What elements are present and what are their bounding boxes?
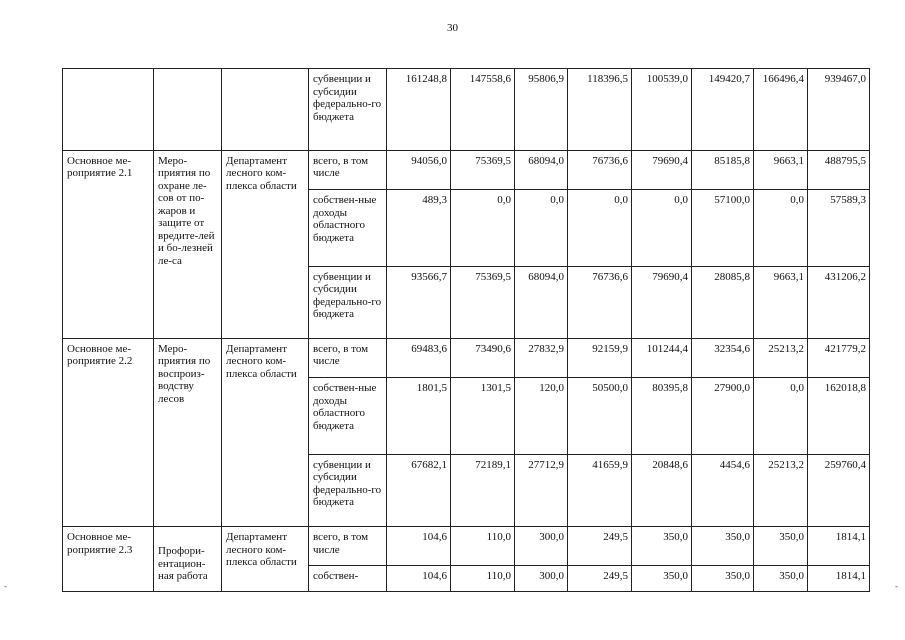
value-cell: 79690,4: [632, 266, 692, 338]
value-cell: 249,5: [568, 566, 632, 592]
funding-source-cell: субвенции и субсидии федерально-го бюджета: [309, 69, 387, 151]
value-cell: 161248,8: [387, 69, 451, 151]
funding-source-cell: всего, в том числе: [309, 150, 387, 189]
value-cell: 75369,5: [451, 266, 515, 338]
value-cell: 27900,0: [692, 378, 754, 455]
value-cell: 9663,1: [754, 266, 808, 338]
value-cell: 9663,1: [754, 150, 808, 189]
value-cell: 431206,2: [808, 266, 870, 338]
value-cell: 28085,8: [692, 266, 754, 338]
executor-cell: Департамент лесного ком-плекса области: [222, 527, 309, 592]
value-cell: 57589,3: [808, 190, 870, 267]
value-cell: 76736,6: [568, 150, 632, 189]
value-cell: 0,0: [754, 190, 808, 267]
measure-name-cell: Меро-приятия по охране ле-сов от по-жаров и защите от вредите-лей и бо-лезней ле-са: [154, 150, 222, 338]
margin-mark-left: -: [4, 581, 7, 591]
funding-source-cell: собствен-: [309, 566, 387, 592]
value-cell: 1301,5: [451, 378, 515, 455]
value-cell: 166496,4: [754, 69, 808, 151]
value-cell: 350,0: [754, 566, 808, 592]
value-cell: 300,0: [515, 527, 568, 566]
value-cell: 4454,6: [692, 454, 754, 526]
value-cell: 76736,6: [568, 266, 632, 338]
value-cell: 72189,1: [451, 454, 515, 526]
value-cell: 488795,5: [808, 150, 870, 189]
funding-source-cell: всего, в том числе: [309, 338, 387, 377]
value-cell: 80395,8: [632, 378, 692, 455]
table-row: [63, 150, 870, 189]
value-cell: 27832,9: [515, 338, 568, 377]
table-row: [63, 69, 870, 151]
value-cell: 110,0: [451, 566, 515, 592]
value-cell: 93566,7: [387, 266, 451, 338]
value-cell: 1801,5: [387, 378, 451, 455]
value-cell: 25213,2: [754, 454, 808, 526]
executor-cell: Департамент лесного ком-плекса области: [222, 150, 309, 338]
value-cell: 350,0: [632, 566, 692, 592]
measure-cell: Основное ме-роприятие 2.2: [63, 338, 154, 526]
measure-cell: Основное ме-роприятие 2.3: [63, 527, 154, 592]
funding-source-cell: субвенции и субсидии федерально-го бюджета: [309, 454, 387, 526]
value-cell: 0,0: [515, 190, 568, 267]
value-cell: 25213,2: [754, 338, 808, 377]
value-cell: 79690,4: [632, 150, 692, 189]
value-cell: 147558,6: [451, 69, 515, 151]
value-cell: 101244,4: [632, 338, 692, 377]
value-cell: 489,3: [387, 190, 451, 267]
value-cell: 259760,4: [808, 454, 870, 526]
value-cell: 95806,9: [515, 69, 568, 151]
budget-table: [62, 68, 870, 592]
measure-cell: [63, 69, 154, 151]
margin-mark-right: -: [895, 581, 898, 591]
value-cell: 100539,0: [632, 69, 692, 151]
value-cell: 32354,6: [692, 338, 754, 377]
value-cell: 350,0: [692, 527, 754, 566]
value-cell: 300,0: [515, 566, 568, 592]
value-cell: 69483,6: [387, 338, 451, 377]
value-cell: 162018,8: [808, 378, 870, 455]
value-cell: 50500,0: [568, 378, 632, 455]
funding-source-cell: субвенции и субсидии федерально-го бюджета: [309, 266, 387, 338]
value-cell: 1814,1: [808, 527, 870, 566]
table-row: [63, 527, 870, 566]
value-cell: 75369,5: [451, 150, 515, 189]
value-cell: 1814,1: [808, 566, 870, 592]
measure-name-cell: Меро-приятия по воспроиз-водству лесов: [154, 338, 222, 526]
value-cell: 67682,1: [387, 454, 451, 526]
executor-cell: Департамент лесного ком-плекса области: [222, 338, 309, 526]
value-cell: 104,6: [387, 527, 451, 566]
value-cell: 350,0: [632, 527, 692, 566]
value-cell: 68094,0: [515, 150, 568, 189]
value-cell: 421779,2: [808, 338, 870, 377]
funding-source-cell: собствен-ные доходы областного бюджета: [309, 190, 387, 267]
value-cell: 120,0: [515, 378, 568, 455]
value-cell: 0,0: [568, 190, 632, 267]
measure-name-cell: Профори-ентацион-ная работа: [154, 527, 222, 592]
measure-cell: Основное ме-роприятие 2.1: [63, 150, 154, 338]
value-cell: 249,5: [568, 527, 632, 566]
table-row: [63, 338, 870, 377]
value-cell: 350,0: [692, 566, 754, 592]
value-cell: 73490,6: [451, 338, 515, 377]
value-cell: 94056,0: [387, 150, 451, 189]
value-cell: 350,0: [754, 527, 808, 566]
value-cell: 0,0: [451, 190, 515, 267]
value-cell: 27712,9: [515, 454, 568, 526]
value-cell: 85185,8: [692, 150, 754, 189]
executor-cell: [222, 69, 309, 151]
funding-source-cell: собствен-ные доходы областного бюджета: [309, 378, 387, 455]
value-cell: 92159,9: [568, 338, 632, 377]
value-cell: 939467,0: [808, 69, 870, 151]
value-cell: 110,0: [451, 527, 515, 566]
value-cell: 149420,7: [692, 69, 754, 151]
value-cell: 118396,5: [568, 69, 632, 151]
value-cell: 68094,0: [515, 266, 568, 338]
value-cell: 104,6: [387, 566, 451, 592]
page-number: 30: [447, 22, 458, 34]
measure-name-cell: [154, 69, 222, 151]
value-cell: 41659,9: [568, 454, 632, 526]
value-cell: 0,0: [632, 190, 692, 267]
value-cell: 57100,0: [692, 190, 754, 267]
value-cell: 20848,6: [632, 454, 692, 526]
funding-source-cell: всего, в том числе: [309, 527, 387, 566]
value-cell: 0,0: [754, 378, 808, 455]
